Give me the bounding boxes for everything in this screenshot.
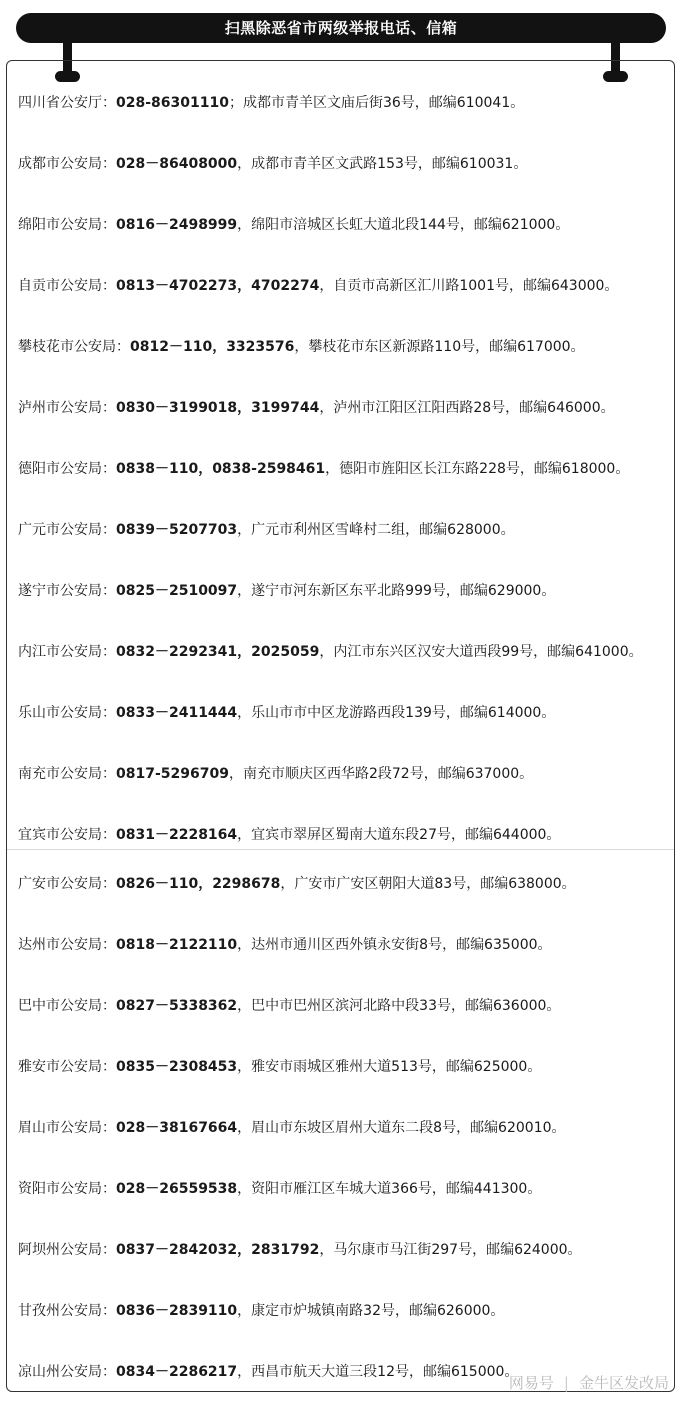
address: ，德阳市旌阳区长江东路228号，邮编618000。 xyxy=(325,461,630,477)
phone-number: 028-86301110 xyxy=(116,95,229,111)
watermark-source: 网易号 xyxy=(508,1374,554,1392)
address: ，达州市通川区西外镇永安街8号，邮编635000。 xyxy=(237,937,552,953)
phone-number: 0835－2308453 xyxy=(116,1059,238,1075)
phone-number: 0813－4702273，4702274 xyxy=(116,278,320,294)
address: ，泸州市江阳区江阳西路28号，邮编646000。 xyxy=(319,400,615,416)
list-item xyxy=(18,642,668,662)
list-item xyxy=(18,459,668,479)
agency-name: 泸州市公安局： xyxy=(18,400,116,416)
phone-number: 0830－3199018，3199744 xyxy=(116,400,320,416)
phone-number: 0826－110，2298678 xyxy=(116,876,281,892)
agency-name: 绵阳市公安局： xyxy=(18,217,116,233)
address: ，乐山市市中区龙游路西段139号，邮编614000。 xyxy=(237,705,556,721)
list-item xyxy=(18,581,668,601)
list-item xyxy=(18,276,668,296)
list-item xyxy=(18,1118,668,1138)
address: ，成都市青羊区文武路153号，邮编610031。 xyxy=(237,156,528,172)
list-item xyxy=(18,93,668,113)
list-item xyxy=(18,935,668,955)
phone-number: 028－38167664 xyxy=(116,1120,238,1136)
list-item xyxy=(18,1301,668,1321)
agency-name: 成都市公安局： xyxy=(18,156,116,172)
phone-number: 0832－2292341，2025059 xyxy=(116,644,320,660)
agency-name: 攀枝花市公安局： xyxy=(18,339,130,355)
phone-number: 0838－110，0838-2598461 xyxy=(116,461,326,477)
list-item xyxy=(18,398,668,418)
phone-number: 0831－2228164 xyxy=(116,827,238,843)
agency-name: 巴中市公安局： xyxy=(18,998,116,1014)
address: ，自贡市高新区汇川路1001号，邮编643000。 xyxy=(319,278,619,294)
list-item xyxy=(18,874,668,894)
list-item xyxy=(18,1179,668,1199)
agency-name: 广安市公安局： xyxy=(18,876,116,892)
agency-name: 遂宁市公安局： xyxy=(18,583,116,599)
phone-number: 0827－5338362 xyxy=(116,998,238,1014)
watermark-author: 金牛区发改局 xyxy=(578,1374,669,1392)
list-item xyxy=(18,520,668,540)
address: ，广元市利州区雪峰村二组，邮编628000。 xyxy=(237,522,515,538)
source-watermark xyxy=(509,1372,669,1393)
phone-number: 0834－2286217 xyxy=(116,1364,238,1380)
address: ，资阳市雁江区车城大道366号，邮编441300。 xyxy=(237,1181,542,1197)
agency-name: 达州市公安局： xyxy=(18,937,116,953)
agency-name: 雅安市公安局： xyxy=(18,1059,116,1075)
list-item xyxy=(18,764,668,784)
agency-name: 宜宾市公安局： xyxy=(18,827,116,843)
page-title: 扫黑除恶省市两级举报电话、信箱 xyxy=(16,13,666,43)
phone-number: 0825－2510097 xyxy=(116,583,238,599)
agency-name: 自贡市公安局： xyxy=(18,278,116,294)
address: ，广安市广安区朝阳大道83号，邮编638000。 xyxy=(280,876,576,892)
agency-name: 凉山州公安局： xyxy=(18,1364,116,1380)
list-item xyxy=(18,996,668,1016)
address: ，西昌市航天大道三段12号，邮编615000。 xyxy=(237,1364,519,1380)
agency-name: 乐山市公安局： xyxy=(18,705,116,721)
phone-number: 0833－2411444 xyxy=(116,705,238,721)
agency-name: 德阳市公安局： xyxy=(18,461,116,477)
list-item xyxy=(18,154,668,174)
section-divider xyxy=(7,849,674,850)
list-item xyxy=(18,1057,668,1077)
phone-number: 0818－2122110 xyxy=(116,937,238,953)
address: ，康定市炉城镇南路32号，邮编626000。 xyxy=(237,1303,505,1319)
phone-number: 0816－2498999 xyxy=(116,217,238,233)
phone-number: 0839－5207703 xyxy=(116,522,238,538)
list-item xyxy=(18,1240,668,1260)
address: ，马尔康市马江街297号，邮编624000。 xyxy=(319,1242,582,1258)
phone-number: 0837－2842032，2831792 xyxy=(116,1242,320,1258)
address: ，绵阳市涪城区长虹大道北段144号，邮编621000。 xyxy=(237,217,570,233)
agency-name: 眉山市公安局： xyxy=(18,1120,116,1136)
address: ，内江市东兴区汉安大道西段99号，邮编641000。 xyxy=(319,644,643,660)
address: ，雅安市雨城区雅州大道513号，邮编625000。 xyxy=(237,1059,542,1075)
phone-number: 028－86408000 xyxy=(116,156,238,172)
agency-name: 南充市公安局： xyxy=(18,766,116,782)
hanger-foot-left xyxy=(55,71,80,82)
agency-name: 阿坝州公安局： xyxy=(18,1242,116,1258)
address: ，南充市顺庆区西华路2段72号，邮编637000。 xyxy=(228,766,534,782)
agency-name: 广元市公安局： xyxy=(18,522,116,538)
address: ，巴中市巴州区滨河北路中段33号，邮编636000。 xyxy=(237,998,561,1014)
agency-name: 四川省公安厅： xyxy=(18,95,116,111)
address: ，攀枝花市东区新源路110号，邮编617000。 xyxy=(294,339,585,355)
agency-name: 资阳市公安局： xyxy=(18,1181,116,1197)
watermark-separator: | xyxy=(563,1374,569,1392)
phone-number: 0836－2839110 xyxy=(116,1303,238,1319)
address: ，宜宾市翠屏区蜀南大道东段27号，邮编644000。 xyxy=(237,827,561,843)
list-item xyxy=(18,215,668,235)
phone-number: 028－26559538 xyxy=(116,1181,238,1197)
list-item xyxy=(18,825,668,845)
address: ，眉山市东坡区眉州大道东二段8号，邮编620010。 xyxy=(237,1120,566,1136)
address: ，遂宁市河东新区东平北路999号，邮编629000。 xyxy=(237,583,556,599)
hanger-foot-right xyxy=(603,71,628,82)
address: ；成都市青羊区文庙后街36号，邮编610041。 xyxy=(228,95,525,111)
phone-number: 0817-5296709 xyxy=(116,766,229,782)
phone-number: 0812－110，3323576 xyxy=(130,339,295,355)
agency-name: 甘孜州公安局： xyxy=(18,1303,116,1319)
list-item xyxy=(18,337,668,357)
list-item xyxy=(18,703,668,723)
agency-name: 内江市公安局： xyxy=(18,644,116,660)
